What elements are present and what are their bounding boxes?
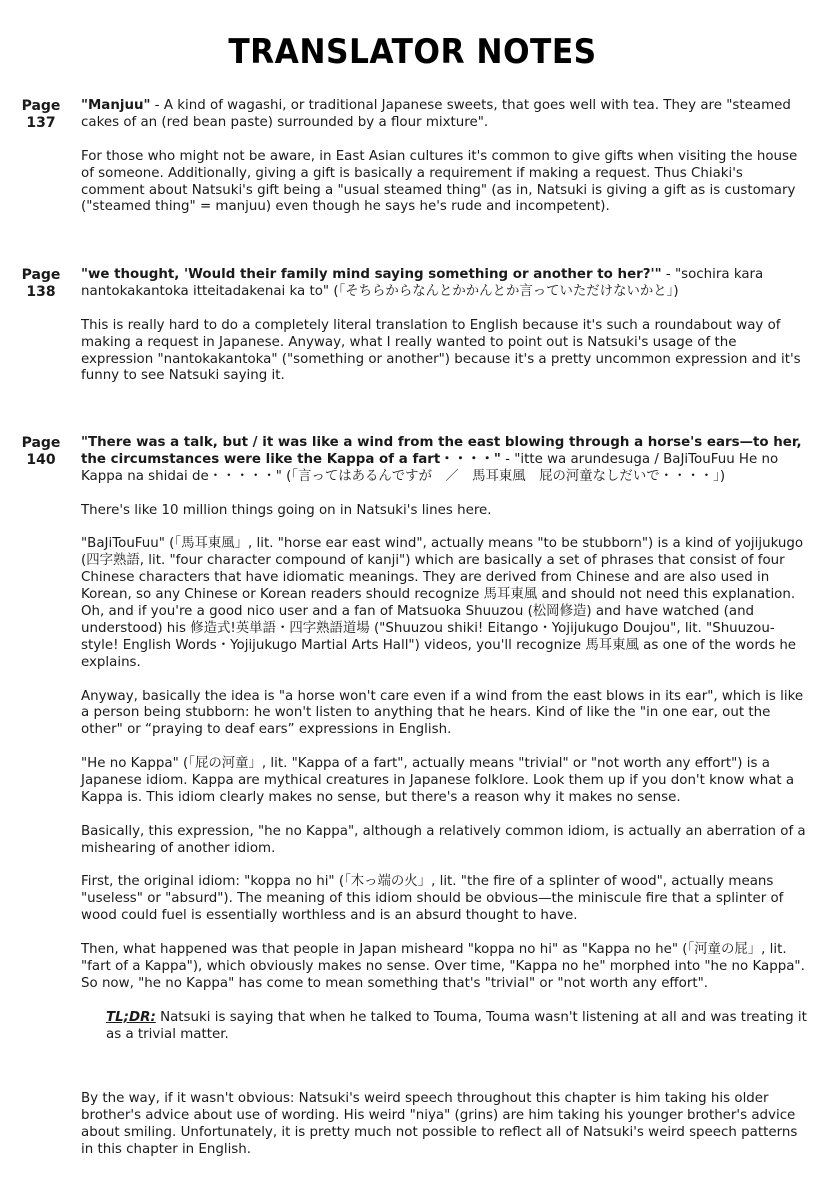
note-heading: "we thought, 'Would their family mind saying something or another to her?'" bbox=[81, 267, 662, 282]
footer-content bbox=[81, 1091, 807, 1176]
note-paragraph: Basically, this expression, "he no Kappa", although a relatively common idiom, is actually an aberration of a mishearing of another idiom. bbox=[81, 823, 806, 856]
note-heading-paragraph bbox=[81, 435, 807, 486]
note-heading-rest: - A kind of wagashi, or traditional Japanese sweets, that goes well with tea. They are "steamed cakes of an (red bean paste) surrounded by a flour mixture". bbox=[81, 98, 791, 130]
note-heading-rest: - "sochira kara nantokakantoka itteitadakenai ka to" (「そちらからなんとかかんとか言っていただけないかと」) bbox=[81, 267, 764, 299]
note-heading: "Manjuu" bbox=[81, 98, 151, 113]
note-paragraph: Anyway, basically the idea is "a horse won't care even if a wind from the east blows in its ear", which is like a person being stubborn: he won't listen to anything that he hears. Kind of like the "in one ear, out the other" or “praying to deaf ears” expressions in English. bbox=[81, 688, 804, 738]
page-label bbox=[10, 98, 72, 132]
page-word: Page bbox=[21, 435, 61, 451]
page-label bbox=[10, 267, 72, 301]
note-content bbox=[81, 98, 807, 233]
note-heading-rest: - "itte wa arundesuga / BaJiTouFuu He no Kappa na shidai de・・・・・" (「言ってはあるんですが ／ 馬耳東風 屁の河童なしだいで・・・・」) bbox=[81, 451, 779, 484]
page-word: Page bbox=[21, 267, 61, 283]
note-content bbox=[81, 267, 807, 402]
note-paragraph: "BaJiTouFuu" (「馬耳東風」, lit. "horse ear east wind", actually means "to be stubborn") is a kind of yojijukugo (四字熟語, lit. "four character compound of kanji") which are basically a set of phrases that consist of four Chinese characters that have idiomatic meanings. They are derived from Chinese and are also used in Korean, so any Chinese or Korean readers should recognize 馬耳東風 and should not need this explanation. Oh, and if you're a good nico user and a fan of Matsuoka Shuuzou (松岡修造) and have watched (and understood) his 修造式!英単語・四字熟語道場 ("Shuuzou shiki! Eitango・Yojijukugo Doujou", lit. "Shuuzou-style! English Words・Yojijukugo Martial Arts Hall") videos, you'll recognize 馬耳東風 as one of the words he explains. bbox=[81, 536, 804, 670]
footer-paragraph: By the way, if it wasn't obvious: Natsuki's weird speech throughout this chapter is him taking his older brother's advice about use of wording. His weird "niya" (grins) are him taking his younger brother's advice about smiling. Unfortunately, it is pretty much not possible to reflect all of Natsuki's weird speech patterns in this chapter in English. bbox=[81, 1091, 798, 1157]
note-heading-paragraph bbox=[81, 98, 807, 132]
note-heading-paragraph bbox=[81, 267, 807, 301]
page-number: 140 bbox=[26, 452, 56, 468]
note-paragraph: "He no Kappa" (「屁の河童」, lit. "Kappa of a fart", actually means "trivial" or "not worth any effort") is a Japanese idiom. Kappa are mythical creatures in Japanese folklore. Look them up if you don't know what a Kappa is. This idiom clearly makes no sense, but there's a reason why it makes no sense. bbox=[81, 756, 795, 805]
page-number: 137 bbox=[26, 115, 56, 131]
page-title: TRANSLATOR NOTES bbox=[228, 32, 597, 72]
note-paragraph: This is really hard to do a completely literal translation to English because it's such a roundabout way of making a request in Japanese. Anyway, what I really wanted to point out is Natsuki's usage of the expression "nantokakantoka" ("something or another") because it's a pretty uncommon expression and it's funny to see Natsuki saying it. bbox=[81, 317, 801, 384]
page-label bbox=[10, 435, 72, 469]
tldr-text: Natsuki is saying that when he talked to Touma, Touma wasn't listening at all and was treating it as a trivial matter. bbox=[106, 1009, 807, 1042]
tldr-paragraph bbox=[106, 1010, 807, 1044]
tldr-label: TL;DR: bbox=[106, 1009, 156, 1025]
note-paragraph: First, the original idiom: "koppa no hi" (「木っ端の火」, lit. "the fire of a splinter of wood", actually means "useless" or "absurd"). The meaning of this idiom should be obvious—the miniscule fire that a splinter of wood could fuel is essentially worthless and is an absurd thought to have. bbox=[81, 874, 784, 924]
note-paragraph: There's like 10 million things going on in Natsuki's lines here. bbox=[81, 502, 492, 518]
page-number: 138 bbox=[26, 284, 56, 300]
note-paragraph: Then, what happened was that people in Japan misheard "koppa no hi" as "Kappa no he" (「河童の屁」, lit. "fart of a Kappa"), which obviously makes no sense. Over time, "Kappa no he" morphed into "he no Kappa". So now, "he no Kappa" has come to mean something that's "trivial" or "not worth any effort". bbox=[81, 942, 805, 991]
note-heading: "There was a talk, but / it was like a wind from the east blowing through a horse's ears—to her, the circumstances were like the Kappa of a fart・・・・" bbox=[81, 435, 802, 467]
page-word: Page bbox=[21, 98, 61, 114]
note-paragraph: For those who might not be aware, in East Asian cultures it's common to give gifts when visiting the house of someone. Additionally, giving a gift is basically a requirement if making a request. Thus Chiaki's comment about Natsuki's gift being a "usual steamed thing" (as in, Natsuki is giving a gift as is customary ("steamed thing" = manjuu) even though he says he's rude and incompetent). bbox=[81, 148, 798, 215]
note-content bbox=[81, 435, 807, 1060]
